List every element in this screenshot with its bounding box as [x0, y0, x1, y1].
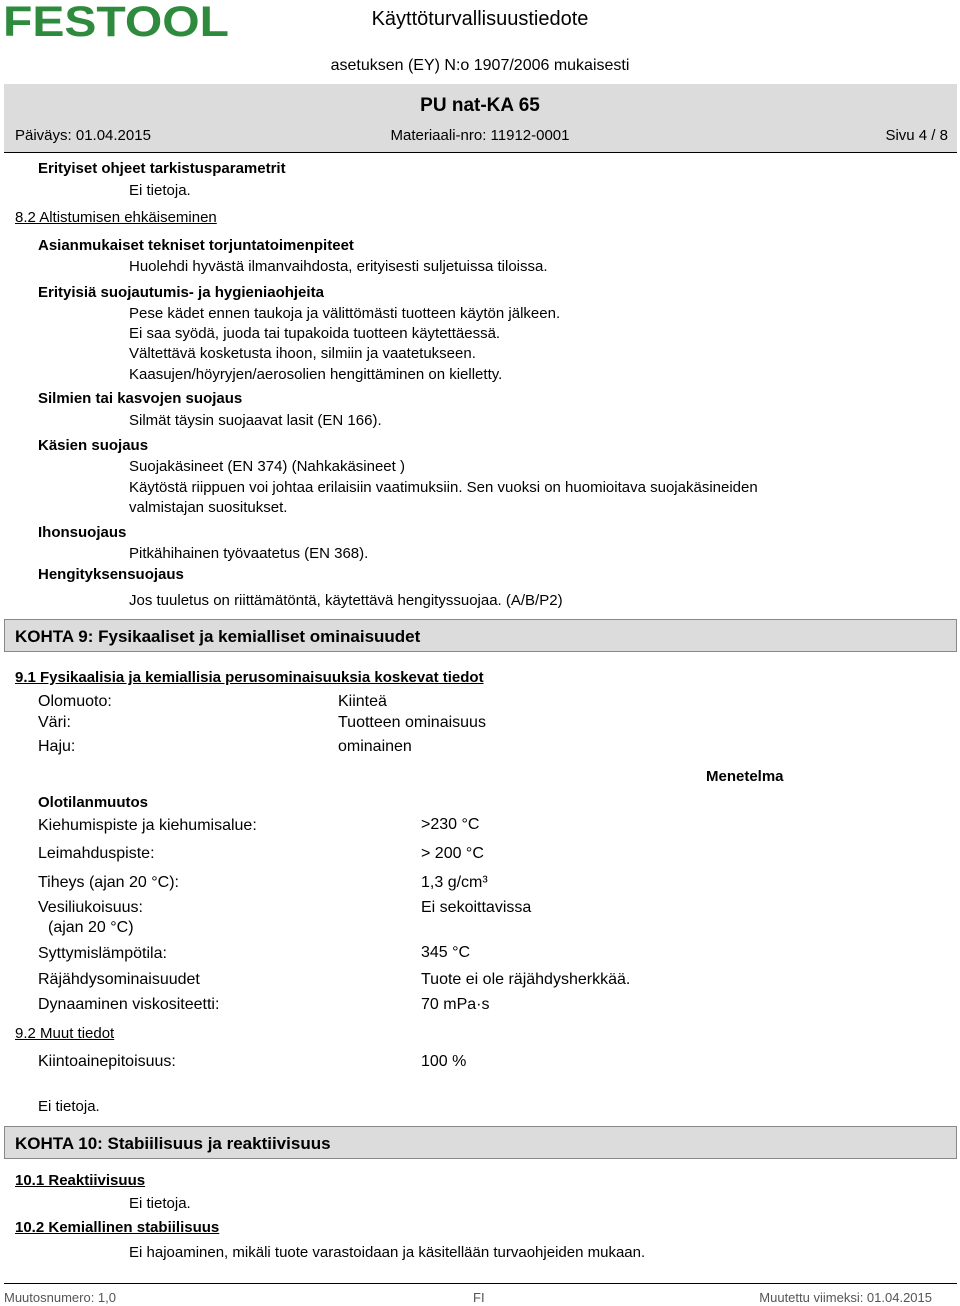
hygiene-line: Vältettävä kosketusta ihoon, silmiin ja vaatetukseen. — [129, 345, 476, 362]
tech-measures-heading: Asianmukaiset tekniset torjuntatoimenpiteet — [38, 237, 354, 254]
hand-protection-line: Suojakäsineet (EN 374) (Nahkakäsineet ) — [129, 458, 405, 475]
prop-value: ominainen — [338, 738, 412, 755]
prop-label: Räjähdysominaisuudet — [38, 971, 200, 988]
prop-label: Haju: — [38, 738, 76, 755]
svg-text:FESTOOL: FESTOOL — [3, 3, 229, 39]
eye-protection-text: Silmät täysin suojaavat lasit (EN 166). — [129, 412, 382, 429]
respiratory-text: Jos tuuletus on riittämätöntä, käytettävä hengityssuojaa. (A/B/P2) — [129, 592, 563, 609]
other-info-text: Ei tietoja. — [38, 1098, 100, 1115]
skin-protection-text: Pitkähihainen työvaatetus (EN 368). — [129, 545, 369, 562]
prop-value: Kiinteä — [338, 693, 387, 710]
prop-label: Olomuoto: — [38, 693, 112, 710]
hygiene-heading: Erityisiä suojautumis- ja hygieniaohjeita — [38, 284, 324, 301]
respiratory-heading: Hengityksensuojaus — [38, 566, 184, 583]
language-code: FI — [473, 1290, 485, 1305]
subsection-10-1: 10.1 Reaktiivisuus — [15, 1172, 146, 1189]
document-title: Käyttöturvallisuustiedote — [371, 8, 589, 30]
section-9-title: KOHTA 9: Fysikaaliset ja kemialliset ominaisuudet — [15, 627, 421, 646]
skin-protection-heading: Ihonsuojaus — [38, 524, 127, 541]
prop-label: Syttymislämpötila: — [38, 945, 167, 962]
exposure-heading: 8.2 Altistumisen ehkäiseminen — [15, 209, 217, 226]
issue-date: Päiväys: 01.04.2015 — [15, 127, 151, 144]
footer-divider — [4, 1283, 957, 1284]
solid-content-value: 100 % — [421, 1053, 467, 1070]
prop-value: Ei sekoittavissa — [421, 899, 532, 916]
prop-label: Dynaaminen viskositeetti: — [38, 996, 220, 1013]
prop-label: Kiehumispiste ja kiehumisalue: — [38, 817, 257, 834]
special-heading: Erityiset ohjeet tarkistusparametrit — [38, 160, 286, 177]
hand-protection-heading: Käsien suojaus — [38, 437, 149, 454]
state-change-heading: Olotilanmuutos — [38, 794, 148, 811]
hand-protection-line: Käytöstä riippuen voi johtaa erilaisiin vaatimuksiin. Sen vuoksi on huomioitava suojakäsineiden — [129, 479, 758, 496]
regulation-reference: asetuksen (EY) N:o 1907/2006 mukaisesti — [330, 57, 630, 74]
subsection-10-2: 10.2 Kemiallinen stabiilisuus — [15, 1219, 220, 1236]
hygiene-line: Ei saa syödä, juoda tai tupakoida tuotteen käytettäessä. — [129, 325, 501, 342]
eye-protection-heading: Silmien tai kasvojen suojaus — [38, 390, 243, 407]
hand-protection-line: valmistajan suositukset. — [129, 499, 288, 516]
product-name: PU nat-KA 65 — [420, 95, 540, 116]
prop-value: Tuotteen ominaisuus — [338, 714, 486, 731]
prop-label: Vesiliukoisuus: — [38, 899, 143, 916]
prop-label: Tiheys (ajan 20 °C): — [38, 874, 179, 891]
page-number: Sivu 4 / 8 — [885, 127, 948, 144]
last-modified: Muutettu viimeksi: 01.04.2015 — [759, 1290, 932, 1305]
subsection-9-1: 9.1 Fysikaalisia ja kemiallisia perusominaisuuksia koskevat tiedot — [15, 669, 484, 686]
material-number: Materiaali-nro: 11912-0001 — [390, 127, 570, 144]
section-10-title: KOHTA 10: Stabiilisuus ja reaktiivisuus — [15, 1134, 331, 1153]
prop-value: 1,3 g/cm³ — [421, 874, 488, 891]
special-text: Ei tietoja. — [129, 182, 191, 199]
reactivity-text: Ei tietoja. — [129, 1195, 191, 1212]
revision-number: Muutosnumero: 1,0 — [4, 1290, 117, 1305]
hygiene-line: Pese kädet ennen taukoja ja välittömästi tuotteen käytön jälkeen. — [129, 305, 561, 322]
prop-value: Tuote ei ole räjähdysherkkää. — [421, 971, 631, 988]
hygiene-line: Kaasujen/höyryjen/aerosolien hengittäminen on kielletty. — [129, 366, 503, 383]
prop-label-condition: (ajan 20 °C) — [48, 919, 134, 936]
prop-value: 345 °C — [421, 944, 471, 961]
method-column-heading: Menetelma — [706, 768, 784, 785]
solid-content-label: Kiintoainepitoisuus: — [38, 1053, 176, 1070]
prop-label: Leimahduspiste: — [38, 845, 155, 862]
prop-value: > 200 °C — [421, 845, 484, 862]
stability-text: Ei hajoaminen, mikäli tuote varastoidaan ja käsitellään turvaohjeiden mukaan. — [129, 1244, 646, 1261]
subsection-9-2: 9.2 Muut tiedot — [15, 1025, 115, 1042]
prop-label: Väri: — [38, 714, 71, 731]
prop-value: 70 mPa·s — [421, 996, 490, 1013]
prop-value: >230 °C — [421, 816, 480, 833]
header-divider — [4, 152, 957, 153]
tech-measures-text: Huolehdi hyvästä ilmanvaihdosta, erityisesti suljetuissa tiloissa. — [129, 258, 548, 275]
